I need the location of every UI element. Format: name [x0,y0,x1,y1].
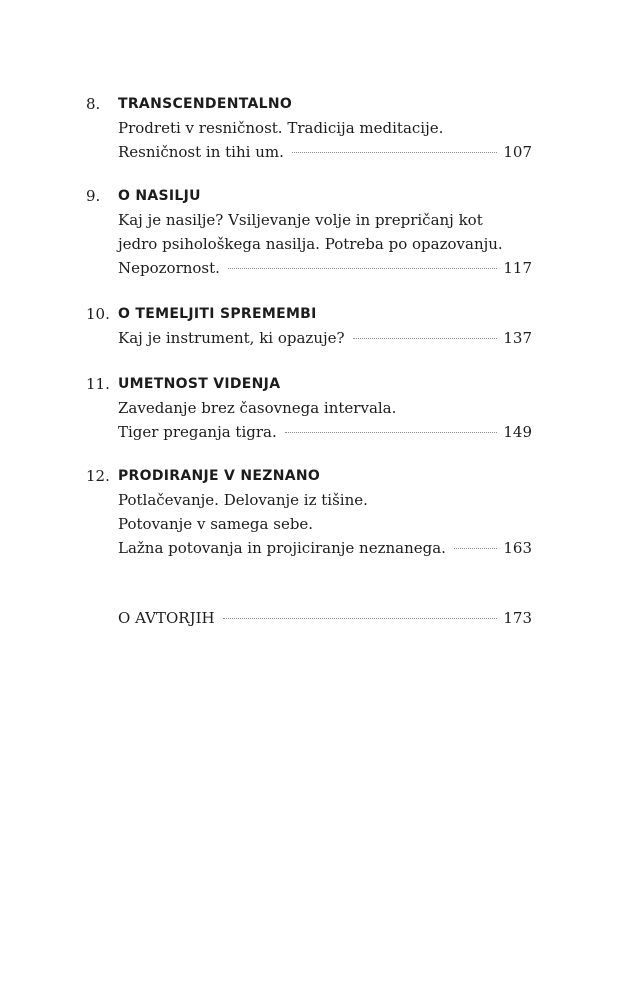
chapter-subtitle-line: Potovanje v samega sebe. [118,515,314,533]
chapter-subtitle-line: jedro psihološkega nasilja. Potreba po opazovanju. [118,235,503,253]
chapter-subtitle-line: Potlačevanje. Delovanje iz tišine. [118,491,368,509]
dot-leader [228,268,497,269]
toc-chapter-12[interactable] [86,464,532,560]
dot-leader [223,618,498,619]
toc-chapter-8[interactable] [86,92,532,164]
chapter-heading [86,92,532,116]
chapter-number: 12. [86,467,110,485]
page-number[interactable]: 107 [503,143,532,161]
chapter-subtitle-line: Kaj je instrument, ki opazuje? 137 [118,326,532,350]
page-number[interactable]: 163 [503,539,532,557]
page-number[interactable]: 149 [503,423,532,441]
toc-chapter-10[interactable] [86,302,532,350]
chapter-number: 8. [86,95,101,113]
chapter-title[interactable]: PRODIRANJE V NEZNANO [118,468,321,484]
chapter-title[interactable]: O TEMELJITI SPREMEMBI [118,306,317,322]
dot-leader [292,152,498,153]
page-number[interactable]: 137 [503,329,532,347]
dot-leader [353,338,498,339]
chapter-subtitle-line: Nepozornost. 117 [118,256,532,280]
page-number[interactable]: 173 [503,609,532,627]
entry-title[interactable]: O AVTORJIH [118,609,215,627]
chapter-title[interactable]: TRANSCENDENTALNO [118,96,293,112]
chapter-title[interactable]: O NASILJU [118,188,201,204]
chapter-number: 9. [86,187,101,205]
chapter-number: 11. [86,375,110,393]
chapter-subtitle-line: Lažna potovanja in projiciranje neznanega. 163 [118,536,532,560]
chapter-subtitle-line: Tiger preganja tigra. 149 [118,420,532,444]
dot-leader [285,432,498,433]
chapter-subtitle-line: Kaj je nasilje? Vsiljevanje volje in prepričanj kot [118,211,483,229]
toc-chapter-9[interactable] [86,184,532,280]
chapter-number: 10. [86,305,110,323]
dot-leader [454,548,497,549]
page-number[interactable]: 117 [503,259,532,277]
chapter-title[interactable]: UMETNOST VIDENJA [118,376,281,392]
chapter-subtitle-line: Resničnost in tihi um. 107 [118,140,532,164]
chapter-heading [86,464,532,488]
toc-chapter-11[interactable] [86,372,532,444]
chapter-subtitle-line: Zavedanje brez časovnega intervala. [118,399,397,417]
chapter-heading [86,184,532,208]
chapter-heading [86,302,532,326]
chapter-subtitle-line: Prodreti v resničnost. Tradicija meditacije. [118,119,444,137]
chapter-heading [86,372,532,396]
toc-entry-authors[interactable] [118,606,532,630]
